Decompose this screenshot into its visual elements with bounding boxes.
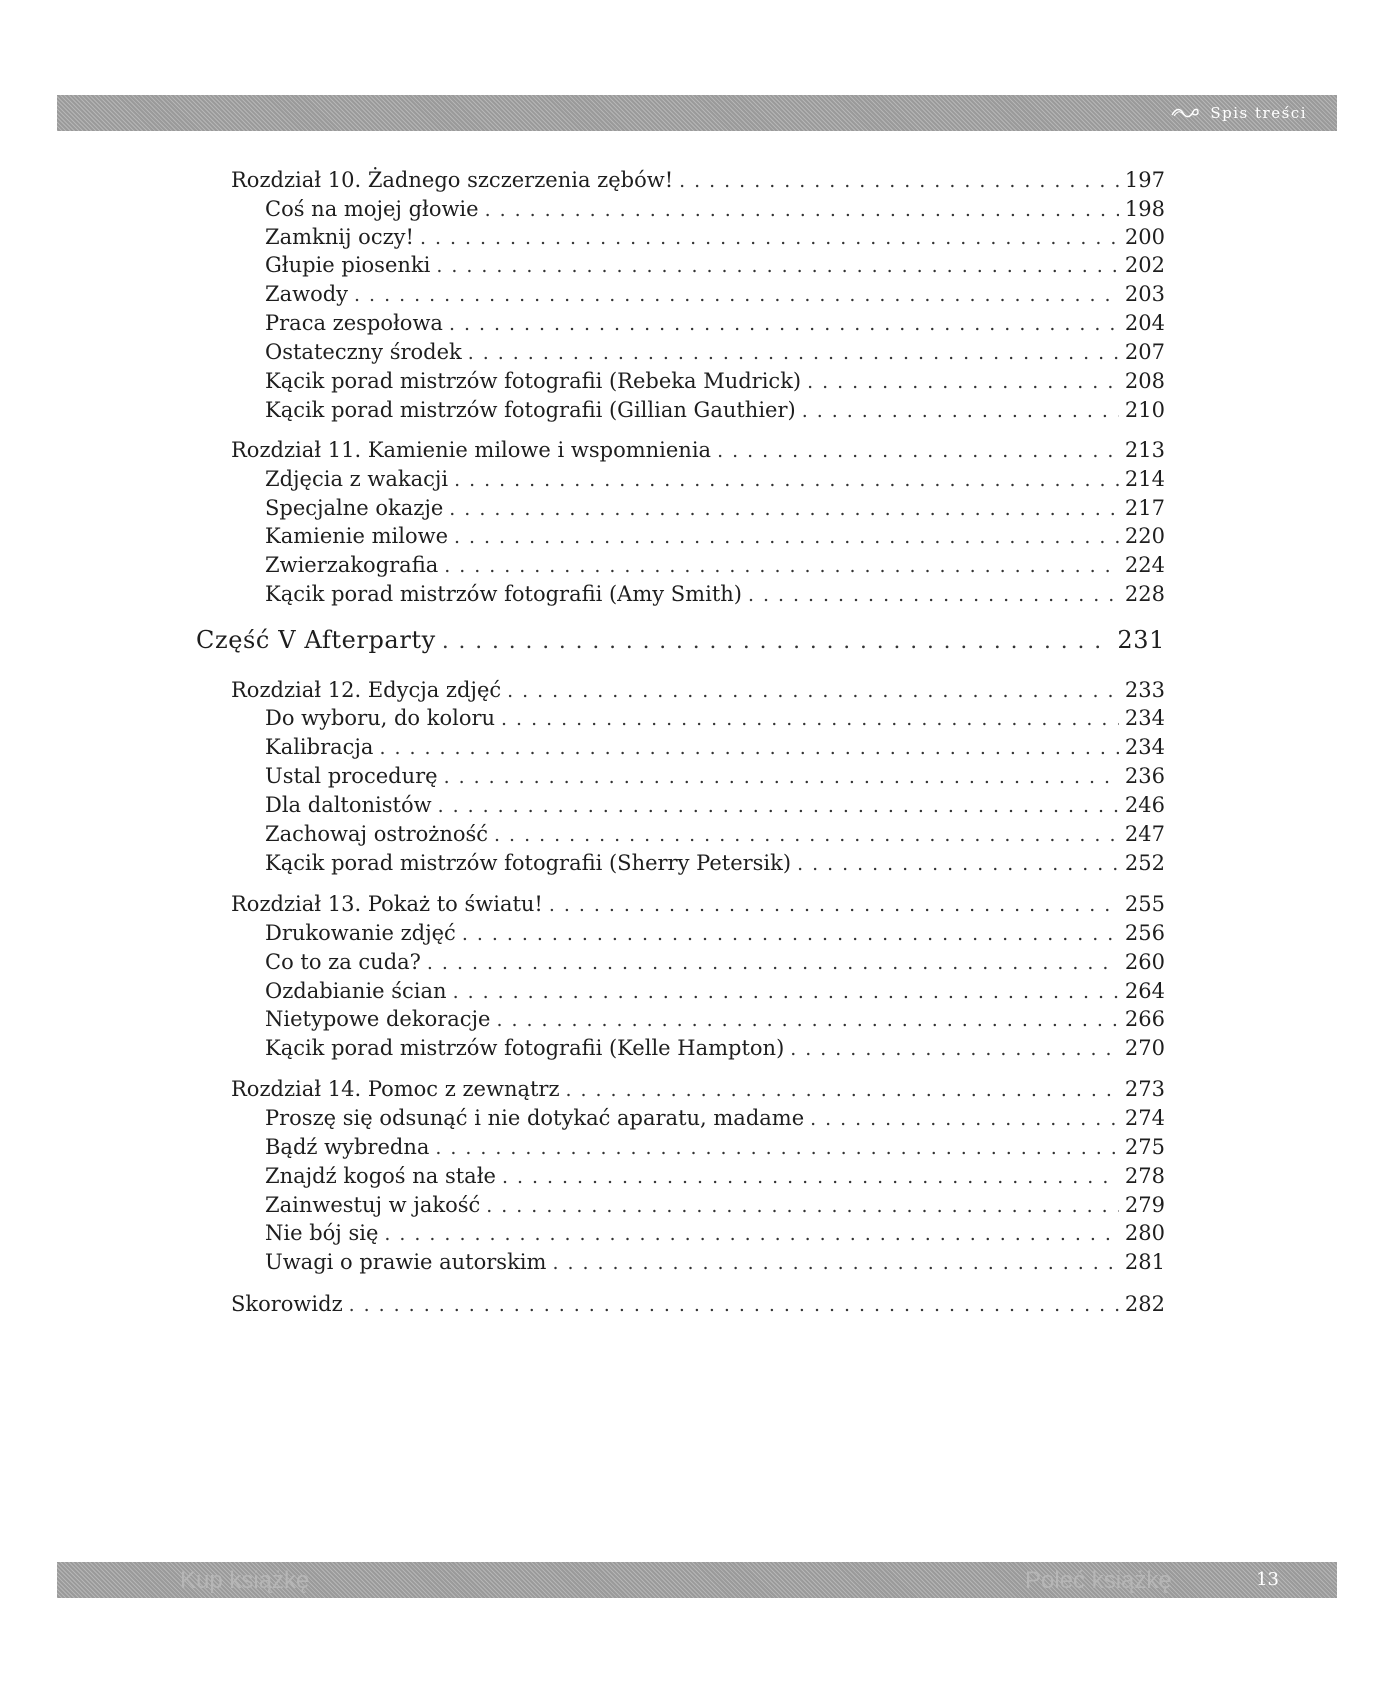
toc-entry-title: Ozdabianie ścian: [265, 979, 447, 1003]
toc-entry-title: Kącik porad mistrzów fotografii (Amy Smith): [265, 582, 742, 606]
toc-entry-page: 220: [1124, 524, 1165, 548]
dot-leader: [507, 680, 1119, 702]
toc-entry-title: Drukowanie zdjęć: [265, 921, 456, 945]
toc-entry-page: 260: [1124, 950, 1165, 974]
toc-entry-page: 197: [1124, 168, 1165, 192]
toc-entry-title: Ostateczny środek: [265, 340, 462, 364]
dot-leader: [468, 342, 1119, 364]
dot-leader: [462, 923, 1119, 945]
toc-section-entry[interactable]: [265, 764, 1165, 788]
toc-section-entry[interactable]: [265, 979, 1165, 1003]
dot-leader: [807, 371, 1119, 393]
toc-entry-title: Zamknij oczy!: [265, 225, 414, 249]
dot-leader: [748, 584, 1119, 606]
footer-bar: [57, 1562, 1337, 1598]
toc-section-entry[interactable]: [265, 197, 1165, 221]
toc-entry-title: Nie bój się: [265, 1221, 379, 1245]
toc-entry-page: 246: [1124, 793, 1165, 817]
toc-entry-page: 213: [1124, 438, 1165, 462]
toc-section-entry[interactable]: [265, 950, 1165, 974]
toc-chapter-entry[interactable]: [231, 678, 1165, 702]
dot-leader: [349, 1294, 1119, 1316]
toc-chapter-entry[interactable]: [231, 892, 1165, 916]
dot-leader: [802, 400, 1119, 422]
toc-entry-page: 252: [1124, 851, 1165, 875]
toc-entry-page: 275: [1124, 1135, 1165, 1159]
toc-entry-title: Ustal procedurę: [265, 764, 438, 788]
toc-section-entry[interactable]: [265, 398, 1165, 422]
toc-entry-title: Rozdział 13. Pokaż to światu!: [231, 892, 543, 916]
toc-entry-title: Kącik porad mistrzów fotografii (Gillian Gauthier): [265, 398, 796, 422]
toc-section-entry[interactable]: [265, 921, 1165, 945]
dot-leader: [435, 1137, 1119, 1159]
toc-entry-title: Co to za cuda?: [265, 950, 421, 974]
toc-entry-page: 279: [1124, 1193, 1165, 1217]
toc-entry-page: 202: [1124, 253, 1165, 277]
toc-entry-title: Kamienie milowe: [265, 524, 449, 548]
toc-entry-title: Kącik porad mistrzów fotografii (Rebeka Mudrick): [265, 369, 802, 393]
dot-leader: [552, 1252, 1118, 1274]
dot-leader: [379, 737, 1118, 759]
toc-section-entry[interactable]: [265, 524, 1165, 548]
toc-section-entry[interactable]: [265, 1036, 1165, 1060]
toc-entry-page: 282: [1124, 1292, 1165, 1316]
dot-leader: [420, 227, 1119, 249]
dot-leader: [384, 1223, 1119, 1245]
toc-entry-page: 203: [1124, 282, 1165, 306]
toc-entry-title: Coś na mojej głowie: [265, 197, 479, 221]
dot-leader: [679, 170, 1119, 192]
toc-section-entry[interactable]: [265, 1193, 1165, 1217]
toc-entry-page: 217: [1124, 496, 1165, 520]
toc-section-entry[interactable]: [265, 1135, 1165, 1159]
toc-entry-page: 198: [1124, 197, 1165, 221]
toc-entry-title: Rozdział 10. Żadnego szczerzenia zębów!: [231, 168, 674, 192]
toc-section-entry[interactable]: [265, 1250, 1165, 1274]
toc-entry-page: 270: [1124, 1036, 1165, 1060]
dot-leader: [449, 498, 1119, 520]
toc-entry-title: Rozdział 12. Edycja zdjęć: [231, 678, 502, 702]
toc-section-entry[interactable]: [265, 706, 1165, 730]
toc-entry-page: 255: [1124, 892, 1165, 916]
dot-leader: [494, 824, 1119, 846]
toc-entry-page: 228: [1124, 582, 1165, 606]
dot-leader: [810, 1108, 1119, 1130]
dot-leader: [444, 555, 1119, 577]
buy-book-link[interactable]: Kup książkę: [180, 1567, 310, 1594]
toc-section-entry[interactable]: [265, 735, 1165, 759]
toc-chapter-entry[interactable]: [231, 1077, 1165, 1101]
dot-leader: [453, 981, 1119, 1003]
toc-section-entry[interactable]: [265, 553, 1165, 577]
toc-section-entry[interactable]: [265, 1164, 1165, 1188]
toc-entry-title: Do wyboru, do koloru: [265, 706, 496, 730]
toc-section-entry[interactable]: [265, 1007, 1165, 1031]
toc-entry-page: 264: [1124, 979, 1165, 1003]
toc-entry-page: 231: [1117, 626, 1165, 654]
toc-entry-page: 278: [1124, 1164, 1165, 1188]
toc-entry-page: 236: [1124, 764, 1165, 788]
toc-entry-title: Bądź wybredna: [265, 1135, 430, 1159]
dot-leader: [485, 199, 1119, 221]
toc-section-entry[interactable]: [265, 340, 1165, 364]
toc-section-entry[interactable]: [265, 1221, 1165, 1245]
toc-entry-page: 266: [1124, 1007, 1165, 1031]
toc-entry-page: 256: [1124, 921, 1165, 945]
toc-entry-title: Zawody: [265, 282, 349, 306]
toc-entry-page: 214: [1124, 467, 1165, 491]
toc-entry-page: 233: [1124, 678, 1165, 702]
dot-leader: [442, 629, 1112, 654]
toc-entry-page: 210: [1124, 398, 1165, 422]
recommend-book-link[interactable]: Poleć książkę: [1025, 1567, 1172, 1594]
toc-entry-page: 280: [1124, 1221, 1165, 1245]
toc-entry-page: 224: [1124, 553, 1165, 577]
toc-entry-title: Praca zespołowa: [265, 311, 443, 335]
toc-section-entry[interactable]: [265, 225, 1165, 249]
toc-entry-title: Część V Afterparty: [196, 626, 436, 654]
toc-entry-page: 274: [1124, 1106, 1165, 1130]
toc-entry-title: Dla daltonistów: [265, 793, 432, 817]
dot-leader: [454, 469, 1119, 491]
toc-section-entry[interactable]: [265, 467, 1165, 491]
dot-leader: [797, 853, 1119, 875]
toc-section-entry[interactable]: [265, 582, 1165, 606]
toc-entry-title: Zwierzakografia: [265, 553, 439, 577]
dot-leader: [454, 526, 1119, 548]
dot-leader: [496, 1009, 1118, 1031]
toc-entry-title: Proszę się odsunąć i nie dotykać aparatu, madame: [265, 1106, 805, 1130]
dot-leader: [449, 313, 1119, 335]
toc-entry-page: 200: [1124, 225, 1165, 249]
section-title: Spis treści: [1210, 104, 1307, 122]
toc-section-entry[interactable]: [265, 822, 1165, 846]
toc-entry-page: 234: [1124, 706, 1165, 730]
dot-leader: [436, 255, 1119, 277]
toc-entry-page: 281: [1124, 1250, 1165, 1274]
dot-leader: [444, 766, 1119, 788]
toc-entry-title: Uwagi o prawie autorskim: [265, 1250, 547, 1274]
toc-entry-title: Zachowaj ostrożność: [265, 822, 489, 846]
toc-entry-title: Skorowidz: [231, 1292, 343, 1316]
toc-entry-page: 273: [1124, 1077, 1165, 1101]
toc-entry-title: Kącik porad mistrzów fotografii (Sherry Petersik): [265, 851, 792, 875]
toc-entry-title: Kalibracja: [265, 735, 374, 759]
dot-leader: [502, 1166, 1119, 1188]
toc-section-entry[interactable]: [265, 793, 1165, 817]
toc-entry-title: Nietypowe dekoracje: [265, 1007, 491, 1031]
dot-leader: [566, 1079, 1119, 1101]
toc-chapter-entry[interactable]: [231, 1292, 1165, 1316]
toc-entry-title: Zdjęcia z wakacji: [265, 467, 449, 491]
dot-leader: [354, 284, 1119, 306]
toc-entry-page: 247: [1124, 822, 1165, 846]
toc-section-entry[interactable]: [265, 311, 1165, 335]
toc-section-entry[interactable]: [265, 282, 1165, 306]
dot-leader: [486, 1195, 1119, 1217]
toc-section-entry[interactable]: [265, 253, 1165, 277]
toc-entry-title: Rozdział 14. Pomoc z zewnątrz: [231, 1077, 560, 1101]
page-number: 13: [1256, 1569, 1279, 1590]
toc-entry-page: 208: [1124, 369, 1165, 393]
toc-entry-page: 234: [1124, 735, 1165, 759]
dot-leader: [790, 1038, 1119, 1060]
toc-section-entry[interactable]: [265, 1106, 1165, 1130]
toc-chapter-entry[interactable]: [231, 168, 1165, 192]
dot-leader: [549, 894, 1119, 916]
toc-entry-page: 204: [1124, 311, 1165, 335]
toc-entry-title: Kącik porad mistrzów fotografii (Kelle Hampton): [265, 1036, 785, 1060]
dot-leader: [427, 952, 1119, 974]
toc-entry-title: Zainwestuj w jakość: [265, 1193, 481, 1217]
toc-chapter-entry[interactable]: [231, 438, 1165, 462]
dot-leader: [717, 440, 1119, 462]
toc-section-entry[interactable]: [265, 369, 1165, 393]
toc-entry-title: Głupie piosenki: [265, 253, 431, 277]
toc-part-entry[interactable]: [196, 626, 1165, 654]
toc-entry-title: Znajdź kogoś na stałe: [265, 1164, 496, 1188]
dot-leader: [438, 795, 1119, 817]
toc-entry-title: Specjalne okazje: [265, 496, 444, 520]
dot-leader: [501, 708, 1119, 730]
toc-entry-page: 207: [1124, 340, 1165, 364]
toc-section-entry[interactable]: [265, 851, 1165, 875]
toc-section-entry[interactable]: [265, 496, 1165, 520]
toc-entry-title: Rozdział 11. Kamienie milowe i wspomnienia: [231, 438, 712, 462]
